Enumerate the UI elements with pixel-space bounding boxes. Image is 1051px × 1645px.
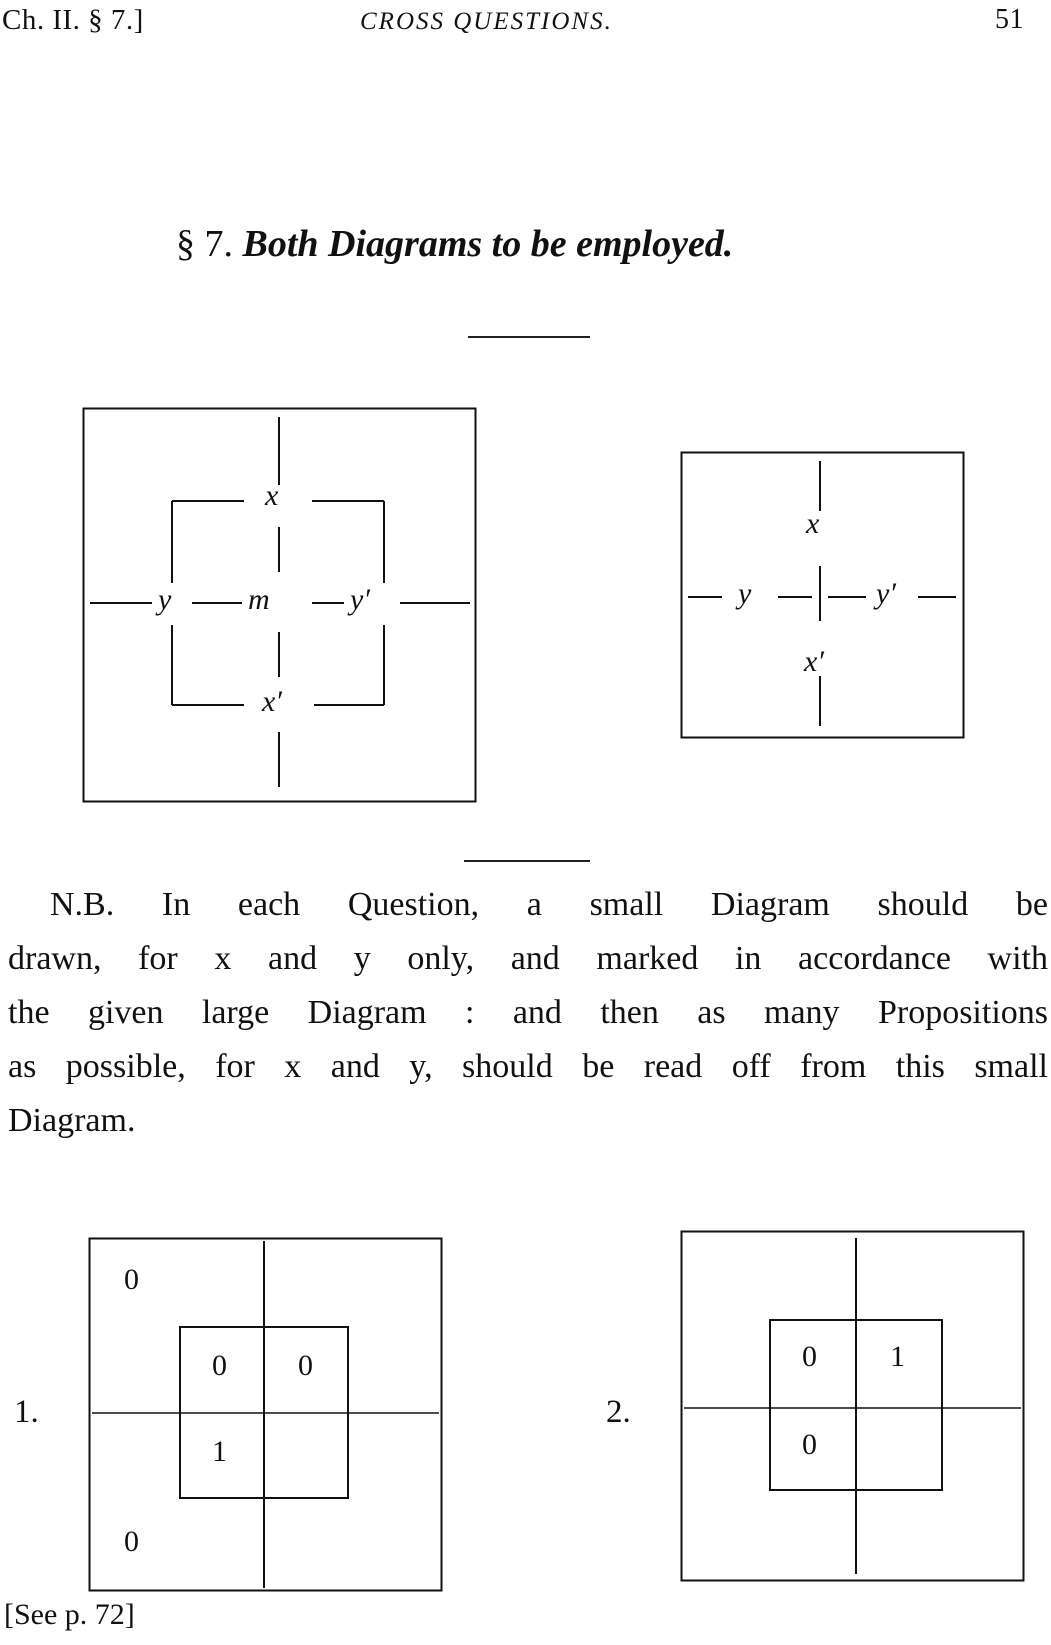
label-x: x [806,507,820,540]
label-x: x [265,479,279,512]
divider-top [468,336,590,338]
label-x-prime: x′ [262,685,282,718]
page-number: 51 [995,4,1024,35]
triliteral-diagram [82,407,477,803]
question-1-diagram-lines [88,1237,443,1592]
running-head-title: CROSS QUESTIONS. [360,8,613,35]
note-line-3: the given large Diagram : and then as many Propositions [8,994,1048,1031]
q2-inner-top-right: 1 [890,1340,905,1373]
note-line-4: as possible, for x and y, should be read off from this small [8,1048,1048,1085]
label-x-prime: x′ [804,645,824,678]
q1-outer-top-left: 0 [124,1263,139,1296]
label-y: y [738,577,752,610]
running-head-chapter: Ch. II. § 7.] [2,4,144,36]
label-y-prime: y′ [350,583,370,616]
note-line-5: Diagram. [8,1102,136,1139]
note-line-1: N.B. In each Question, a small Diagram should be [50,886,1048,923]
label-m: m [248,583,270,616]
cross-reference: [See p. 72] [4,1598,135,1631]
q1-outer-bottom-left: 0 [124,1525,139,1558]
question-2-diagram [680,1230,1025,1582]
q1-inner-top-right: 0 [298,1349,313,1382]
divider-bottom [464,860,590,862]
section-number: § 7. [176,223,233,265]
biliteral-diagram-lines [680,451,965,739]
label-y-prime: y′ [876,577,896,610]
label-y: y [158,583,172,616]
question-2-label: 2. [606,1394,631,1430]
question-1-diagram [88,1237,443,1592]
note-line-2: drawn, for x and y only, and marked in accordance with [8,940,1048,977]
q2-inner-top-left: 0 [802,1340,817,1373]
q1-inner-bottom-left: 1 [212,1435,227,1468]
q2-inner-bottom-left: 0 [802,1428,817,1461]
section-title: Both Diagrams to be employed. [242,223,734,265]
triliteral-diagram-lines [82,407,477,803]
section-heading [176,222,733,266]
question-2-diagram-lines [680,1230,1025,1582]
biliteral-diagram [680,451,965,739]
question-1-label: 1. [14,1394,39,1430]
note-paragraph [8,878,1048,1148]
q1-inner-top-left: 0 [212,1349,227,1382]
